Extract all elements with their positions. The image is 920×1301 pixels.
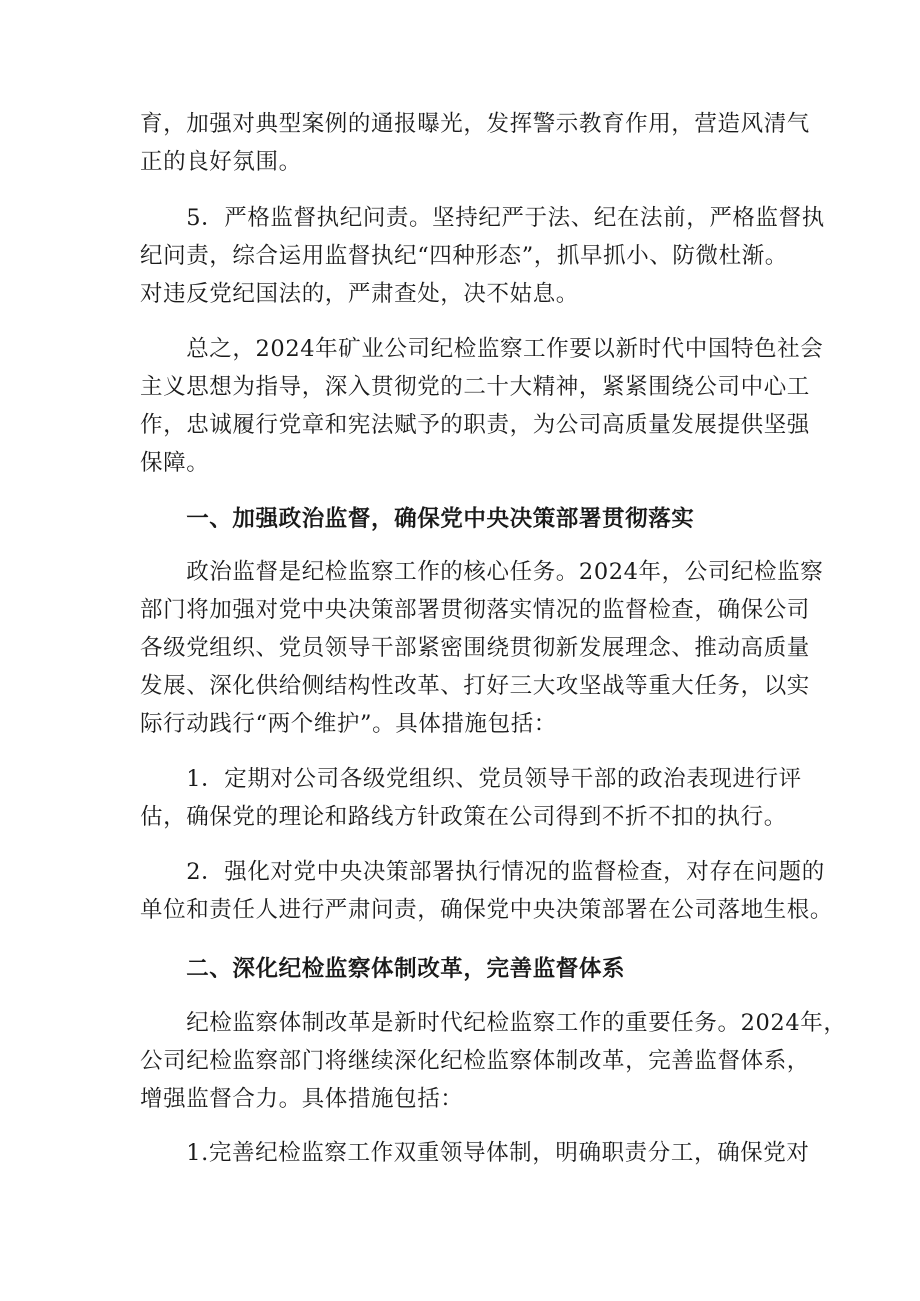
paragraph-measure-1 <box>140 760 802 836</box>
text-line: 公司纪检监察部门将继续深化纪检监察体制改革，完善监督体系， <box>140 1048 810 1074</box>
text-line: 纪问责，综合运用监督执纪“四种形态”，抓早抓小、防微杜渐。 <box>140 243 788 269</box>
section-heading-2: 二、深化纪检监察体制改革，完善监督体系 <box>140 956 626 982</box>
text-line: 际行动践行“两个维护”。具体措施包括： <box>140 711 557 737</box>
text-line: 5．严格监督执纪问责。坚持纪严于法、纪在法前，严格监督执 <box>140 205 825 231</box>
paragraph-warning-education <box>140 105 810 181</box>
paragraph-reform-measure-1 <box>140 1134 810 1172</box>
section-heading-1: 一、加强政治监督，确保党中央决策部署贯彻落实 <box>140 506 695 532</box>
paragraph-summary <box>140 330 824 482</box>
paragraph-political-supervision <box>140 553 824 743</box>
text-line: 对违反党纪国法的，严肃查处，决不姑息。 <box>140 281 579 307</box>
paragraph-item-5-accountability <box>140 199 825 313</box>
text-line: 纪检监察体制改革是新时代纪检监察工作的重要任务。2024年， <box>140 1010 847 1036</box>
text-line: 总之，2024年矿业公司纪检监察工作要以新时代中国特色社会 <box>140 336 824 362</box>
text-line: 发展、深化供给侧结构性改革、打好三大攻坚战等重大任务，以实 <box>140 673 810 699</box>
text-line: 1．定期对公司各级党组织、党员领导干部的政治表现进行评 <box>140 766 802 792</box>
paragraph-system-reform <box>140 1004 847 1118</box>
text-line: 估，确保党的理论和路线方针政策在公司得到不折不扣的执行。 <box>140 804 787 830</box>
text-line: 正的良好氛围。 <box>140 149 302 175</box>
text-line: 1.完善纪检监察工作双重领导体制，明确职责分工，确保党对 <box>140 1140 810 1166</box>
text-line: 各级党组织、党员领导干部紧密围绕贯彻新发展理念、推动高质量 <box>140 635 810 661</box>
text-line: 育，加强对典型案例的通报曝光，发挥警示教育作用，营造风清气 <box>140 111 810 137</box>
text-line: 增强监督合力。具体措施包括： <box>140 1086 464 1112</box>
paragraph-measure-2 <box>140 853 834 929</box>
text-line: 作，忠诚履行党章和宪法赋予的职责，为公司高质量发展提供坚强 <box>140 412 810 438</box>
text-line: 部门将加强对党中央决策部署贯彻落实情况的监督检查，确保公司 <box>140 597 810 623</box>
text-line: 单位和责任人进行严肃问责，确保党中央决策部署在公司落地生根。 <box>140 897 834 923</box>
text-line: 保障。 <box>140 450 210 476</box>
text-line: 2．强化对党中央决策部署执行情况的监督检查，对存在问题的 <box>140 859 825 885</box>
text-line: 主义思想为指导，深入贯彻党的二十大精神，紧紧围绕公司中心工 <box>140 374 810 400</box>
text-line: 政治监督是纪检监察工作的核心任务。2024年，公司纪检监察 <box>140 559 824 585</box>
